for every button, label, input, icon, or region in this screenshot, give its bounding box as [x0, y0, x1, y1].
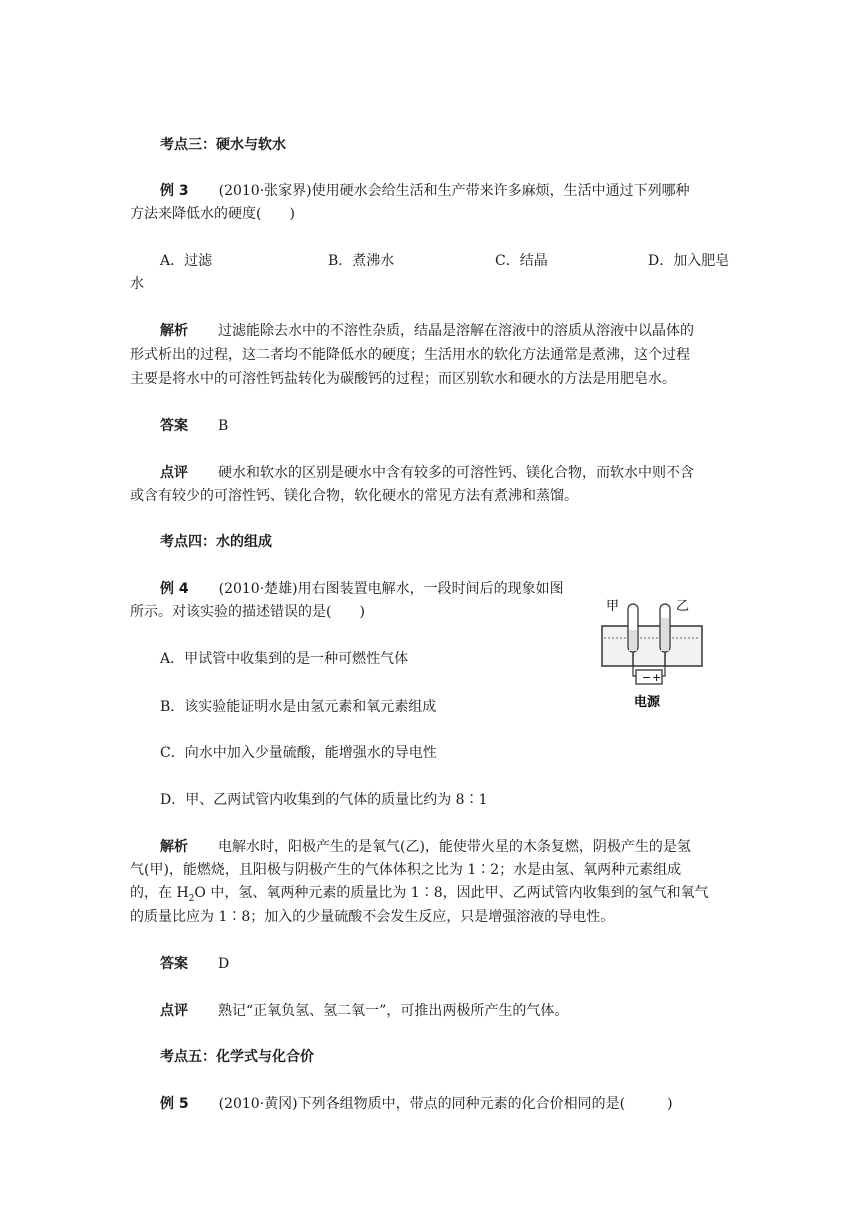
analysis-4-text-3b: O 中，氢、氧两种元素的质量比为 1∶8，因此甲、乙两试管内收集到的氢气和氧气 [194, 885, 709, 901]
comment-4-text: 熟记“正氧负氢、氢二氧一”，可推出两极所产生的气体。 [218, 1003, 569, 1019]
example-4-label: 例 4 [160, 581, 189, 597]
comment-3-label: 点评 [160, 465, 188, 481]
example-4-option-c: C．向水中加入少量硫酸，能增强水的导电性 [160, 745, 437, 761]
tube-label-yi: 乙 [676, 599, 690, 614]
example-4-text-1: (2010·楚雄)用右图装置电解水，一段时间后的现象如图 [218, 581, 564, 597]
analysis-4-line-2: 气(甲)，能燃烧，且阳极与阴极产生的气体体积之比为 1∶2；水是由氢、氧两种元素组成 [130, 862, 682, 878]
example-5-label: 例 5 [160, 1096, 189, 1112]
analysis-3-text-1: 过滤能除去水中的不溶性杂质，结晶是溶解在溶液中的溶质从溶液中以晶体的 [218, 323, 694, 339]
analysis-4-line-1 [160, 836, 691, 856]
electrolysis-apparatus-figure [596, 590, 710, 716]
example-4-option-a: A．甲试管中收集到的是一种可燃性气体 [160, 651, 409, 667]
comment-4-label: 点评 [160, 1003, 188, 1019]
example-3-option-a: A．过滤 [160, 253, 213, 269]
example-3-option-b: B．煮沸水 [328, 253, 395, 269]
water-trough [602, 626, 702, 666]
analysis-3-line-2: 形式析出的过程，这二者均不能降低水的硬度；生活用水的软化方法通常是煮沸，这个过程 [130, 347, 690, 363]
example-4-option-b: B．该实验能证明水是由氢元素和氧元素组成 [160, 699, 437, 715]
analysis-3-label: 解析 [160, 323, 188, 339]
analysis-4-text-3a: 的，在 H [130, 885, 189, 901]
analysis-4-label: 解析 [160, 839, 188, 855]
analysis-4-line-4: 的质量比应为 1∶8；加入的少量硫酸不会发生反应，只是增强溶液的导电性。 [130, 909, 615, 925]
right-tube-water [661, 618, 669, 651]
example-4-option-d: D．甲、乙两试管内收集到的气体的质量比约为 8∶1 [160, 792, 488, 808]
example-5-line-1 [160, 1093, 673, 1113]
example-3-line-1 [160, 180, 690, 200]
comment-3-line-1 [160, 462, 694, 482]
example-3-option-d: D．加入肥皂 [648, 253, 730, 269]
comment-3-text-1: 硬水和软水的区别是硬水中含有较多的可溶性钙、镁化合物，而软水中则不含 [218, 465, 694, 481]
answer-3-value: B [218, 418, 229, 434]
example-3-label: 例 3 [160, 183, 189, 199]
section-heading-3: 考点三：硬水与软水 [160, 137, 286, 153]
answer-4 [160, 953, 229, 973]
analysis-3-line-3: 主要是将水中的可溶性钙盐转化为碳酸钙的过程；而区别软水和硬水的方法是用肥皂水。 [130, 371, 676, 387]
example-3-options [0, 250, 860, 270]
analysis-4-text-1: 电解水时，阳极产生的是氧气(乙)，能使带火星的木条复燃，阴极产生的是氢 [218, 839, 691, 855]
analysis-3-line-1 [160, 320, 694, 340]
example-4-line-1 [160, 578, 564, 598]
example-3-line-2: 方法来降低水的硬度( ) [130, 206, 295, 222]
answer-3 [160, 415, 228, 435]
minus-sign: − [642, 671, 652, 684]
answer-3-label: 答案 [160, 418, 188, 434]
comment-4 [160, 1000, 568, 1020]
section-heading-4: 考点四：水的组成 [160, 534, 272, 550]
example-4-line-2: 所示。对该实验的描述错误的是( ) [130, 604, 365, 620]
answer-4-label: 答案 [160, 956, 188, 972]
power-source-label: 电源 [634, 695, 661, 710]
answer-4-value: D [218, 956, 230, 972]
example-5-text-1: (2010·黄冈)下列各组物质中，带点的同种元素的化合价相同的是( ) [218, 1096, 673, 1112]
analysis-4-line-3 [130, 882, 709, 904]
left-tube-water [629, 630, 637, 651]
comment-3-line-2: 或含有较少的可溶性钙、镁化合物，软化硬水的常见方法有煮沸和蒸馏。 [130, 488, 578, 504]
plus-sign: + [652, 671, 662, 684]
example-3-text-1: (2010·张家界)使用硬水会给生活和生产带来许多麻烦，生活中通过下列哪种 [218, 183, 690, 199]
h2o-subscript: 2 [188, 893, 195, 904]
section-heading-5: 考点五：化学式与化合价 [160, 1049, 314, 1065]
example-3-option-c: C．结晶 [495, 253, 548, 269]
example-3-option-d-cont: 水 [130, 276, 144, 292]
tube-label-jia: 甲 [606, 599, 620, 614]
